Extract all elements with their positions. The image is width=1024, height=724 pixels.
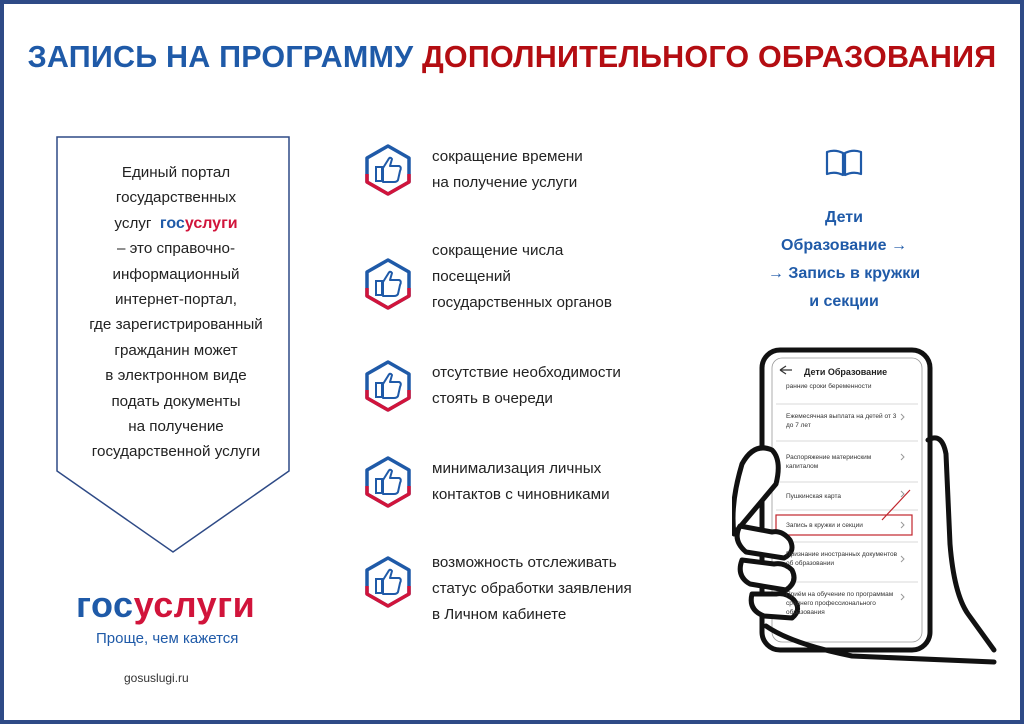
- phone-screen-item: ранние сроки беременности: [786, 383, 872, 390]
- feature-text: сокращение времени на получение услуги: [432, 148, 583, 191]
- page-title: [4, 40, 1020, 75]
- logo-slogan: Проще, чем кажется: [96, 630, 239, 647]
- feature-text: возможность отслеживать статус обработки заявления в Личном кабинете: [432, 554, 632, 623]
- feature-text: минимализация личных контактов с чиновниками: [432, 460, 610, 503]
- title-part-red: ДОПОЛНИТЕЛЬНОГО ОБРАЗОВАНИЯ: [421, 40, 997, 74]
- portal-text-line: информационный: [112, 265, 240, 283]
- thumbs-up-icon: [362, 144, 414, 196]
- portal-text-line: где зарегистрированный: [89, 316, 263, 334]
- portal-text-line: подать документы: [111, 392, 241, 410]
- portal-text-line: Единый портал: [121, 164, 231, 181]
- feature-text: сокращение числа посещений государственных органов: [432, 242, 612, 311]
- phone-screen-item: Пушкинская карта: [786, 493, 841, 500]
- gosuslugi-logo: госуслуги: [76, 584, 256, 625]
- phone-screen-item: Распоряжение материнским капиталом: [786, 454, 872, 470]
- portal-text-line: – это справочно-: [116, 240, 236, 258]
- portal-text-line: услуг госуслуги: [114, 214, 238, 232]
- navigation-path: Дети Образование → → Запись в кружки и секции: [767, 209, 921, 310]
- gosuslugi-inline-logo: госуслуги: [159, 214, 238, 232]
- thumbs-up-icon: [362, 360, 414, 412]
- portal-text-line: интернет-портал,: [115, 291, 237, 309]
- portal-description: [62, 160, 290, 465]
- phone-in-hand-illustration: [732, 344, 1012, 674]
- portal-text-line: гражданин может: [114, 341, 238, 359]
- site-url: gosuslugi.ru: [124, 671, 189, 685]
- page: [4, 4, 1020, 720]
- feature-text: отсутствие необходимости стоять в очереди: [432, 364, 621, 407]
- portal-text-line: в электронном виде: [105, 367, 247, 385]
- title-part-blue: ЗАПИСЬ НА ПРОГРАММУ: [27, 40, 414, 74]
- portal-text-line: государственных: [115, 189, 237, 207]
- portal-text-line: государственной услуги: [91, 443, 261, 461]
- phone-screen-item: Ежемесячная выплата на детей от 3 до 7 лет: [786, 413, 897, 429]
- phone-screen-item: Запись в кружки и секции: [786, 522, 863, 529]
- thumbs-up-icon: [362, 456, 414, 508]
- thumbs-up-icon: [362, 258, 414, 310]
- portal-text-line: на получение: [128, 418, 224, 436]
- phone-screen-item: Приём на обучение по программам среднего профессионального образования: [786, 591, 894, 616]
- phone-screen-item: Признание иностранных документов об образовании: [786, 551, 898, 567]
- phone-screen-title: Дети Образование: [804, 367, 888, 377]
- thumbs-up-icon: [362, 556, 414, 608]
- book-icon: [824, 148, 864, 178]
